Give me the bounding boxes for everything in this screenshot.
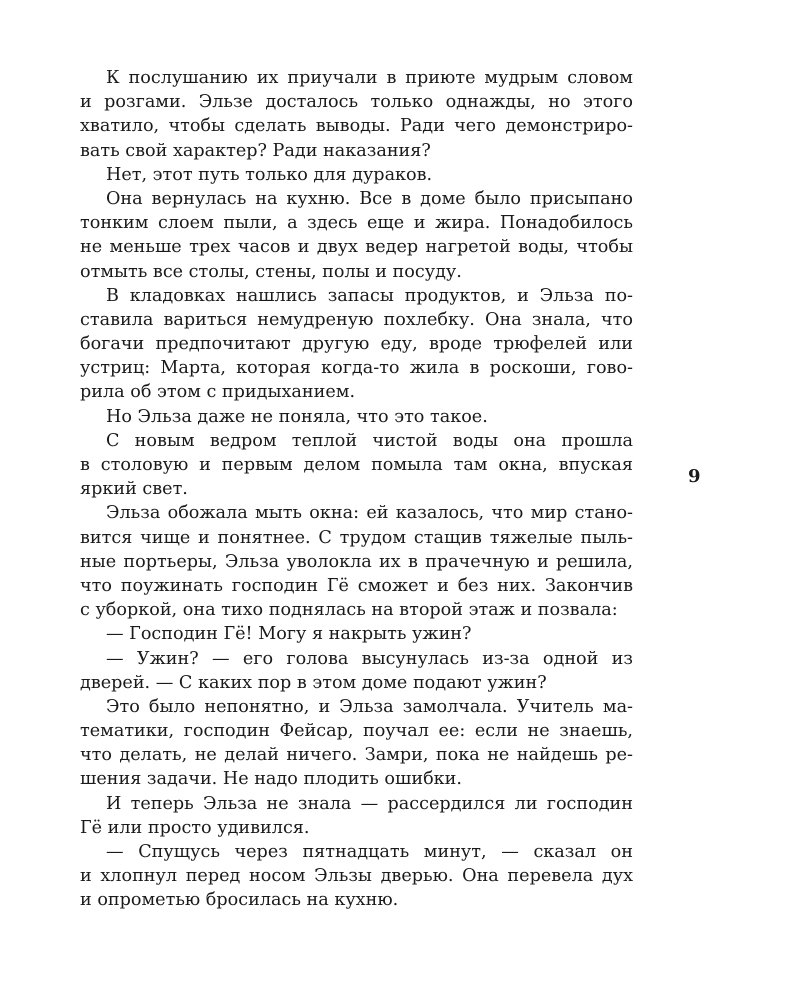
text-line: Гё или просто удивился. (80, 817, 310, 838)
text-line: ставила вариться немудреную похлебку. Она знала, что (80, 309, 633, 330)
text-line: Эльза обожала мыть окна: ей казалось, что мир стано- (106, 503, 633, 524)
text-line: шения задачи. Не надо плодить ошибки. (80, 769, 462, 790)
text-line: богачи предпочитают другую еду, вроде трюфелей или (80, 334, 633, 355)
text-line: в столовую и первым делом помыла там окна, впуская (80, 455, 633, 475)
text-line: И теперь Эльза не знала — рассердился ли господин (106, 793, 633, 814)
text-line: и хлопнул перед носом Эльзы дверью. Она перевела дух (80, 866, 633, 887)
text-line: что делать, не делай ничего. Замри, пока не найдешь ре- (80, 745, 633, 766)
text-line: К послушанию их приучали в приюте мудрым словом (106, 68, 633, 88)
text-line: что поужинать господин Гё сможет и без них. Закончив (80, 575, 633, 596)
text-line: отмыть все столы, стены, полы и посуду. (80, 261, 462, 282)
text-line: — Спущусь через пятнадцать минут, — сказал он (106, 842, 633, 862)
text-line: хватило, чтобы сделать выводы. Ради чего демонстриро- (80, 116, 633, 137)
text-line: В кладовках нашлись запасы продуктов, и Эльза по- (106, 285, 633, 306)
text-line: и опрометью бросилась на кухню. (80, 890, 399, 911)
text-line: Нет, этот путь только для дураков. (106, 164, 433, 185)
text-line: Но Эльза даже не поняла, что это такое. (106, 406, 488, 427)
text-line: — Господин Гё! Могу я накрыть ужин? (106, 624, 472, 645)
text-line: вать свой характер? Ради наказания? (80, 140, 431, 161)
text-line: тематики, господин Фейсар, поучал ее: если не знаешь, (80, 721, 633, 742)
page-number: 9 (688, 466, 701, 487)
text-line: с уборкой, она тихо поднялась на второй этаж и позвала: (80, 600, 618, 621)
text-line: — Ужин? — его голова высунулась из-за одной из (106, 648, 633, 669)
text-line: вится чище и понятнее. С трудом стащив тяжелые пыль- (80, 527, 633, 548)
text-line: устриц: Марта, которая когда-то жила в роскоши, гово- (80, 358, 633, 379)
text-line: тонким слоем пыли, а здесь еще и жира. Понадобилось (80, 213, 633, 234)
text-line: С новым ведром теплой чистой воды она прошла (106, 430, 633, 451)
text-line: ные портьеры, Эльза уволокла их в прачечную и решила, (80, 551, 633, 572)
text-line: не меньше трех часов и двух ведер нагретой воды, чтобы (80, 237, 633, 258)
body-text (80, 66, 633, 913)
text-line: Это было непонятно, и Эльза замолчала. Учитель ма- (106, 696, 633, 717)
text-line: дверей. — С каких пор в этом доме подают ужин? (80, 672, 547, 693)
text-line: яркий свет. (80, 479, 188, 500)
text-line: Она вернулась на кухню. Все в доме было присыпано (106, 188, 633, 209)
text-line: рила об этом с придыханием. (80, 382, 356, 403)
text-line: и розгами. Эльзе досталось только однажды, но этого (80, 92, 633, 113)
